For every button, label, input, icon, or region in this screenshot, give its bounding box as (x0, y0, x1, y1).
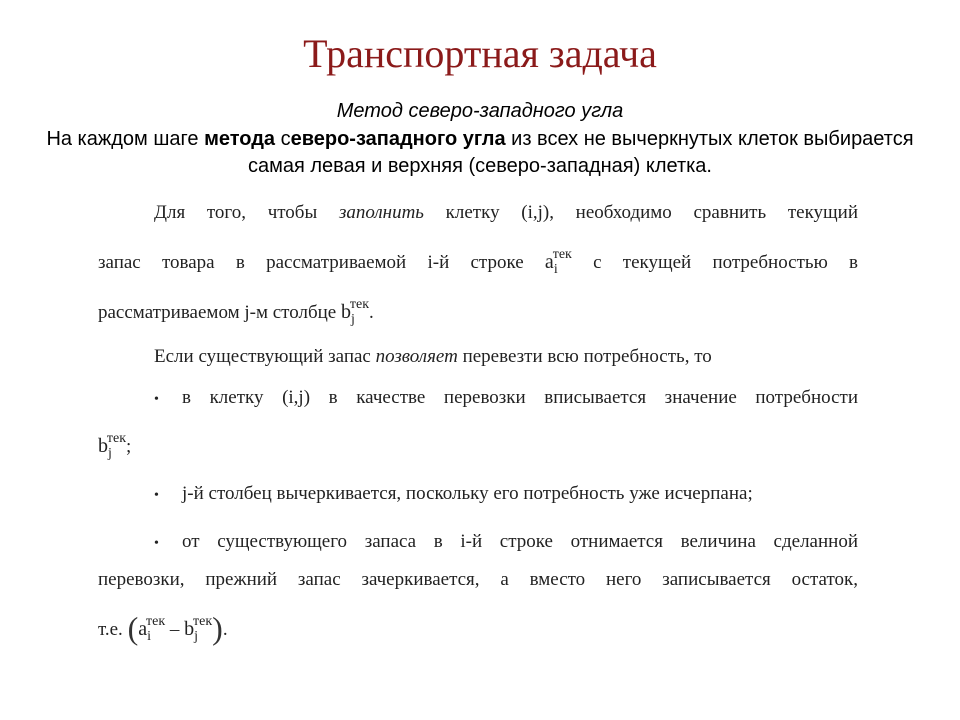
b-j-tek-formula (340, 297, 370, 327)
superscript-tek: тек (193, 614, 213, 629)
a-i-tek-formula (544, 247, 572, 277)
paren-open: ( (127, 610, 139, 646)
minus-sign: – (169, 619, 180, 640)
intro-text-2: с (275, 128, 291, 150)
bullet-dot: • (154, 488, 159, 503)
symbol-b: b (340, 301, 351, 323)
bullet1-end: ; (126, 436, 132, 457)
para1-text-1: Для того, чтобы (154, 202, 339, 223)
para1-line1 (98, 201, 858, 225)
bullet1-line1 (98, 386, 858, 412)
para1-line2 (98, 247, 858, 277)
superscript-tek: тек (349, 297, 370, 312)
bullet1-line2 (98, 431, 858, 461)
para1-text-6: рассматриваемом j-м столбце (98, 302, 341, 323)
para1-text-5: с текущей потребностью в (571, 252, 858, 273)
intro-text-1: На каждом шаге (46, 128, 205, 150)
bullet1-text: в клетку (i,j) в качестве перевозки вписывается значение потребности (182, 387, 858, 408)
intro-bold-2: еверо-западного угла (290, 128, 506, 150)
slide-title: Транспортная задача (303, 31, 657, 76)
superscript-tek: тек (146, 614, 166, 629)
para1-line3 (98, 297, 858, 327)
para2-line (98, 345, 858, 369)
bullet3-text-2: перевозки, прежний запас зачеркивается, а вместо него записывается остаток, (98, 569, 858, 590)
paren-close: ) (212, 610, 223, 646)
symbol-b: b (184, 618, 195, 640)
subscript-i: i (553, 262, 558, 277)
intro-paragraph (40, 126, 920, 180)
para1-text-3: клетку (i,j), необходимо сравнить текущий (423, 202, 858, 223)
b-j-tek-formula (98, 431, 127, 461)
method-subtitle: Метод северо-западного угла (336, 100, 624, 122)
bullet-dot: • (154, 536, 159, 551)
para2-text-1: Если существующий запас (154, 346, 376, 367)
bullet3-prefix: т.е. (98, 619, 128, 640)
bullet3-suffix: . (222, 619, 228, 640)
subscript-i: i (147, 629, 151, 644)
bullet3-text-1: от существующего запаса в i-й строке отнимается величина сделанной (182, 531, 858, 552)
bullet-dot: • (154, 392, 159, 407)
symbol-b: b (98, 435, 108, 457)
intro-bold-1: метода (204, 128, 276, 150)
difference-formula (128, 612, 223, 644)
para1-italic: заполнить (338, 202, 424, 223)
bullet3-line2 (98, 568, 858, 592)
para1-text-4: запас товара в рассматриваемой i-й строке (98, 252, 545, 273)
intro-text-3: из всех не вычеркнутых клеток выбирается самая левая и верхняя (северо-западная) клетка. (248, 128, 914, 177)
bullet2-text: j-й столбец вычеркивается, поскольку его потребность уже исчерпана; (182, 483, 753, 504)
bullet3-line1 (98, 530, 858, 556)
para2-text-3: перевезти всю потребность, то (457, 346, 712, 367)
symbol-a: a (544, 251, 554, 273)
para1-text-7: . (369, 302, 374, 323)
bullet2-line (98, 482, 858, 508)
bullet3-line3 (98, 612, 858, 644)
para2-italic: позволяет (375, 346, 458, 367)
subscript-j: j (194, 629, 199, 644)
subscript-j: j (350, 312, 355, 327)
subscript-j: j (108, 446, 112, 461)
superscript-tek: тек (106, 431, 127, 446)
symbol-a: a (138, 618, 148, 640)
superscript-tek: тек (552, 247, 572, 262)
